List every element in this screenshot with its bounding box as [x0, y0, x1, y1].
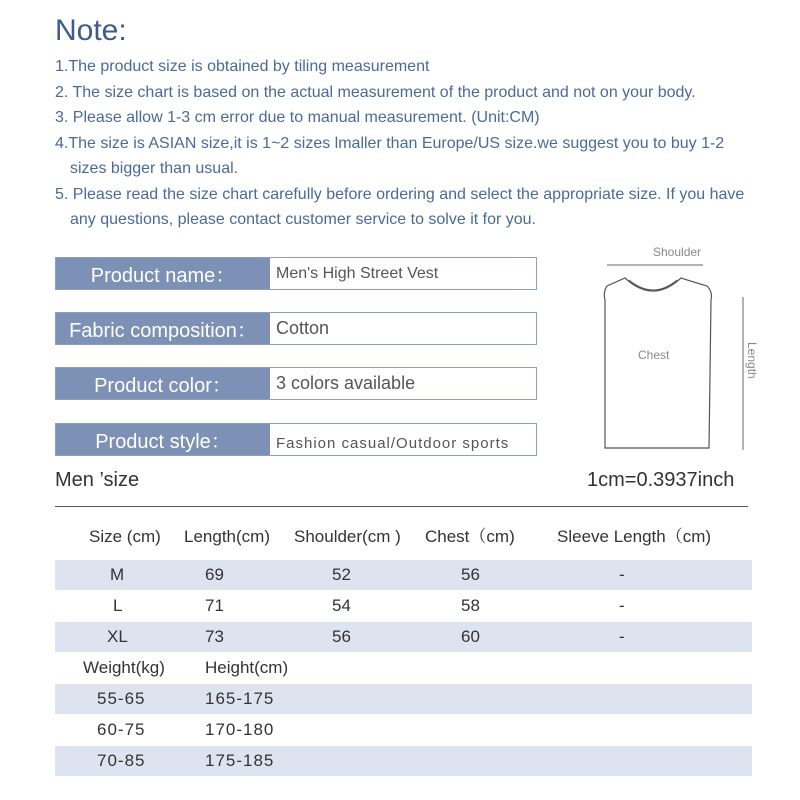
info-label: Product style： — [56, 424, 270, 455]
shoulder-label: Shoulder — [653, 245, 702, 259]
table-row — [55, 560, 752, 590]
table-cell: 73 — [205, 627, 224, 646]
table-cell: 60-75 — [97, 720, 146, 739]
note-line: 3. Please allow 1-3 cm error due to manual measurement. (Unit:CM) — [55, 109, 540, 126]
table-row — [55, 591, 752, 621]
info-value: Men's High Street Vest — [276, 264, 439, 282]
header-cell: Chest（cm) — [425, 527, 515, 546]
divider — [55, 506, 748, 507]
section-title: Men ’size — [55, 469, 140, 491]
table-cell: - — [619, 627, 625, 646]
info-label: Product name： — [56, 258, 270, 289]
table-cell: 60 — [461, 627, 480, 646]
table-cell: 175-185 — [205, 751, 275, 770]
vest-measurement-diagram — [595, 240, 770, 460]
table-cell: 55-65 — [97, 689, 146, 708]
header-cell: Sleeve Length（cm) — [557, 527, 712, 546]
note-line: 1.The product size is obtained by tiling measurement — [55, 58, 430, 75]
table-row — [55, 684, 752, 714]
table-cell: 70-85 — [97, 751, 146, 770]
note-line: any questions, please contact customer service to solve it for you. — [70, 211, 537, 228]
info-row-color — [55, 367, 537, 400]
table-row — [55, 622, 752, 652]
size-table-header — [55, 522, 752, 552]
table-cell: 56 — [461, 565, 480, 584]
header-cell: Weight(kg) — [83, 658, 165, 677]
header-cell: Length(cm) — [184, 527, 270, 546]
length-label: Length — [745, 342, 759, 379]
note-line: 4.The size is ASIAN size,it is 1~2 sizes lmaller than Europe/US size.we suggest you to buy 1-2 — [55, 134, 725, 152]
table-cell: 52 — [332, 565, 351, 584]
table-cell: XL — [107, 627, 128, 646]
header-cell: Size (cm) — [89, 527, 161, 546]
table-cell: 165-175 — [205, 689, 275, 708]
table-cell: 54 — [332, 596, 351, 615]
note-title: Note: — [55, 14, 127, 47]
note-line: 2. The size chart is based on the actual measurement of the product and not on your body. — [55, 83, 696, 101]
info-value: 3 colors available — [276, 373, 416, 393]
table-cell: 58 — [461, 596, 480, 615]
note-line: sizes bigger than usual. — [70, 160, 239, 177]
info-label: Product color： — [56, 368, 270, 399]
table-cell: M — [110, 565, 125, 584]
header-cell: Shoulder(cm ) — [294, 527, 401, 546]
info-value: Cotton — [276, 318, 330, 338]
table-cell: - — [619, 565, 625, 584]
table-cell: 69 — [205, 565, 224, 584]
info-row-fabric — [55, 312, 537, 345]
table-cell: 170-180 — [205, 720, 275, 739]
info-label: Fabric composition： — [56, 313, 270, 344]
info-row-product-name — [55, 257, 537, 290]
table-row — [55, 746, 752, 776]
table-row — [55, 715, 752, 745]
weight-table-header — [55, 653, 752, 683]
info-value: Fashion casual/Outdoor sports — [276, 435, 510, 452]
unit-conversion: 1cm=0.3937inch — [587, 469, 735, 491]
notes-list — [55, 54, 775, 233]
note-line: 5. Please read the size chart carefully before ordering and select the appropriate size. If you have — [55, 185, 745, 203]
table-cell: 56 — [332, 627, 351, 646]
table-cell: - — [619, 596, 625, 615]
table-cell: L — [113, 596, 123, 615]
header-cell: Height(cm) — [205, 658, 289, 677]
info-row-style — [55, 423, 537, 456]
vest-outline-icon — [604, 278, 711, 448]
table-cell: 71 — [205, 596, 224, 615]
chest-label: Chest — [638, 348, 670, 362]
